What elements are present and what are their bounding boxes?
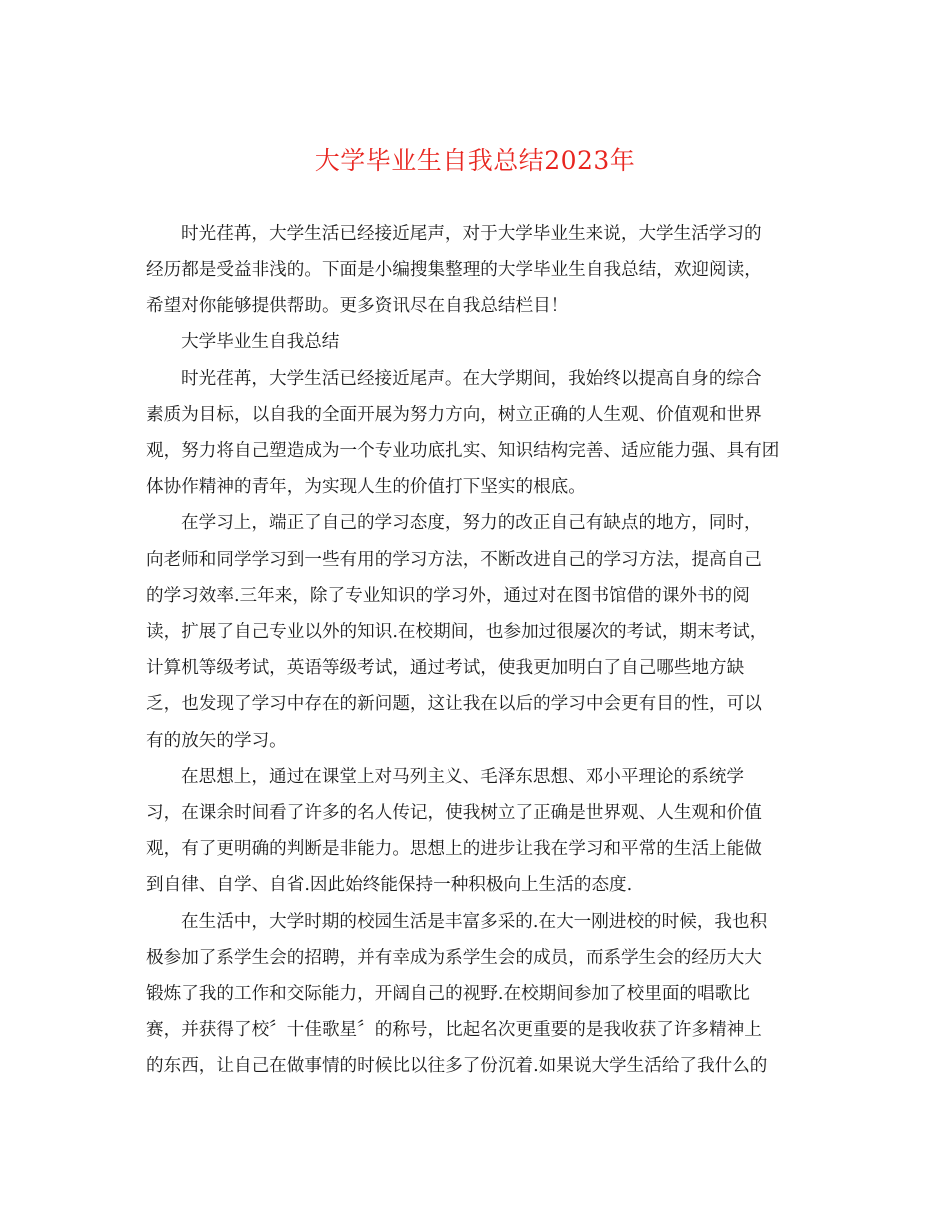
paragraph-line: 计算机等级考试，英语等级考试，通过考试，使我更加明白了自己哪些地方缺 [146, 658, 745, 678]
paragraph-line: 习，在课余时间看了许多的名人传记，使我树立了正确是世界观、人生观和价值 [146, 803, 762, 823]
paragraph-line: 素质为目标，以自我的全面开展为努力方向，树立正确的人生观、价值观和世界 [146, 405, 762, 425]
paragraph-line: 乏，也发现了学习中存在的新问题，这让我在以后的学习中会更有目的性，可以 [146, 694, 762, 714]
paragraph-line: 经历都是受益非浅的。下面是小编搜集整理的大学毕业生自我总结，欢迎阅读， [146, 260, 762, 280]
paragraph-line: 观，努力将自己塑造成为一个专业功底扎实、知识结构完善、适应能力强、具有团 [146, 441, 780, 461]
paragraph-line: 在思想上，通过在课堂上对马列主义、毛泽东思想、邓小平理论的系统学 [181, 767, 745, 787]
paragraph-line: 时光荏苒，大学生活已经接近尾声，对于大学毕业生来说，大学生活学习的 [181, 224, 762, 244]
paragraph-line: 到自律、自学、自省.因此始终能保持一种积极向上生活的态度. [146, 875, 633, 895]
paragraph-line: 在生活中，大学时期的校园生活是丰富多采的.在大一刚进校的时候，我也积 [181, 912, 768, 932]
document-title: 大学毕业生自我总结2023年 [314, 146, 636, 175]
paragraph-line: 体协作精神的青年，为实现人生的价值打下坚实的根底。 [146, 477, 586, 497]
paragraph-line: 的学习效率.三年来，除了专业知识的学习外，通过对在图书馆借的课外书的阅 [146, 586, 750, 606]
paragraph-line: 赛，并获得了校〞十佳歌星〞的称号，比起名次更重要的是我收获了许多精神上 [146, 1020, 762, 1040]
paragraph-line: 希望对你能够提供帮助。更多资讯尽在自我总结栏目！ [146, 296, 569, 316]
paragraph-line: 极参加了系学生会的招聘，并有幸成为系学生会的成员，而系学生会的经历大大 [146, 948, 762, 968]
section-heading: 大学毕业生自我总结 [181, 332, 340, 352]
paragraph-line: 有的放矢的学习。 [146, 731, 287, 751]
paragraph-line: 的东西，让自己在做事情的时候比以往多了份沉着.如果说大学生活给了我什么的 [146, 1056, 768, 1076]
paragraph-line: 时光荏苒，大学生活已经接近尾声。在大学期间，我始终以提高自身的综合 [181, 369, 762, 389]
paragraph-line: 在学习上，端正了自己的学习态度，努力的改正自己有缺点的地方，同时， [181, 513, 762, 533]
paragraph-line: 向老师和同学学习到一些有用的学习方法，不断改进自己的学习方法，提高自己 [146, 550, 762, 570]
paragraph-line: 读，扩展了自己专业以外的知识.在校期间，也参加过很屡次的考试，期末考试， [146, 622, 768, 642]
paragraph-line: 观，有了更明确的判断是非能力。思想上的进步让我在学习和平常的生活上能做 [146, 839, 762, 859]
paragraph-line: 锻炼了我的工作和交际能力，开阔自己的视野.在校期间参加了校里面的唱歌比 [146, 984, 750, 1004]
